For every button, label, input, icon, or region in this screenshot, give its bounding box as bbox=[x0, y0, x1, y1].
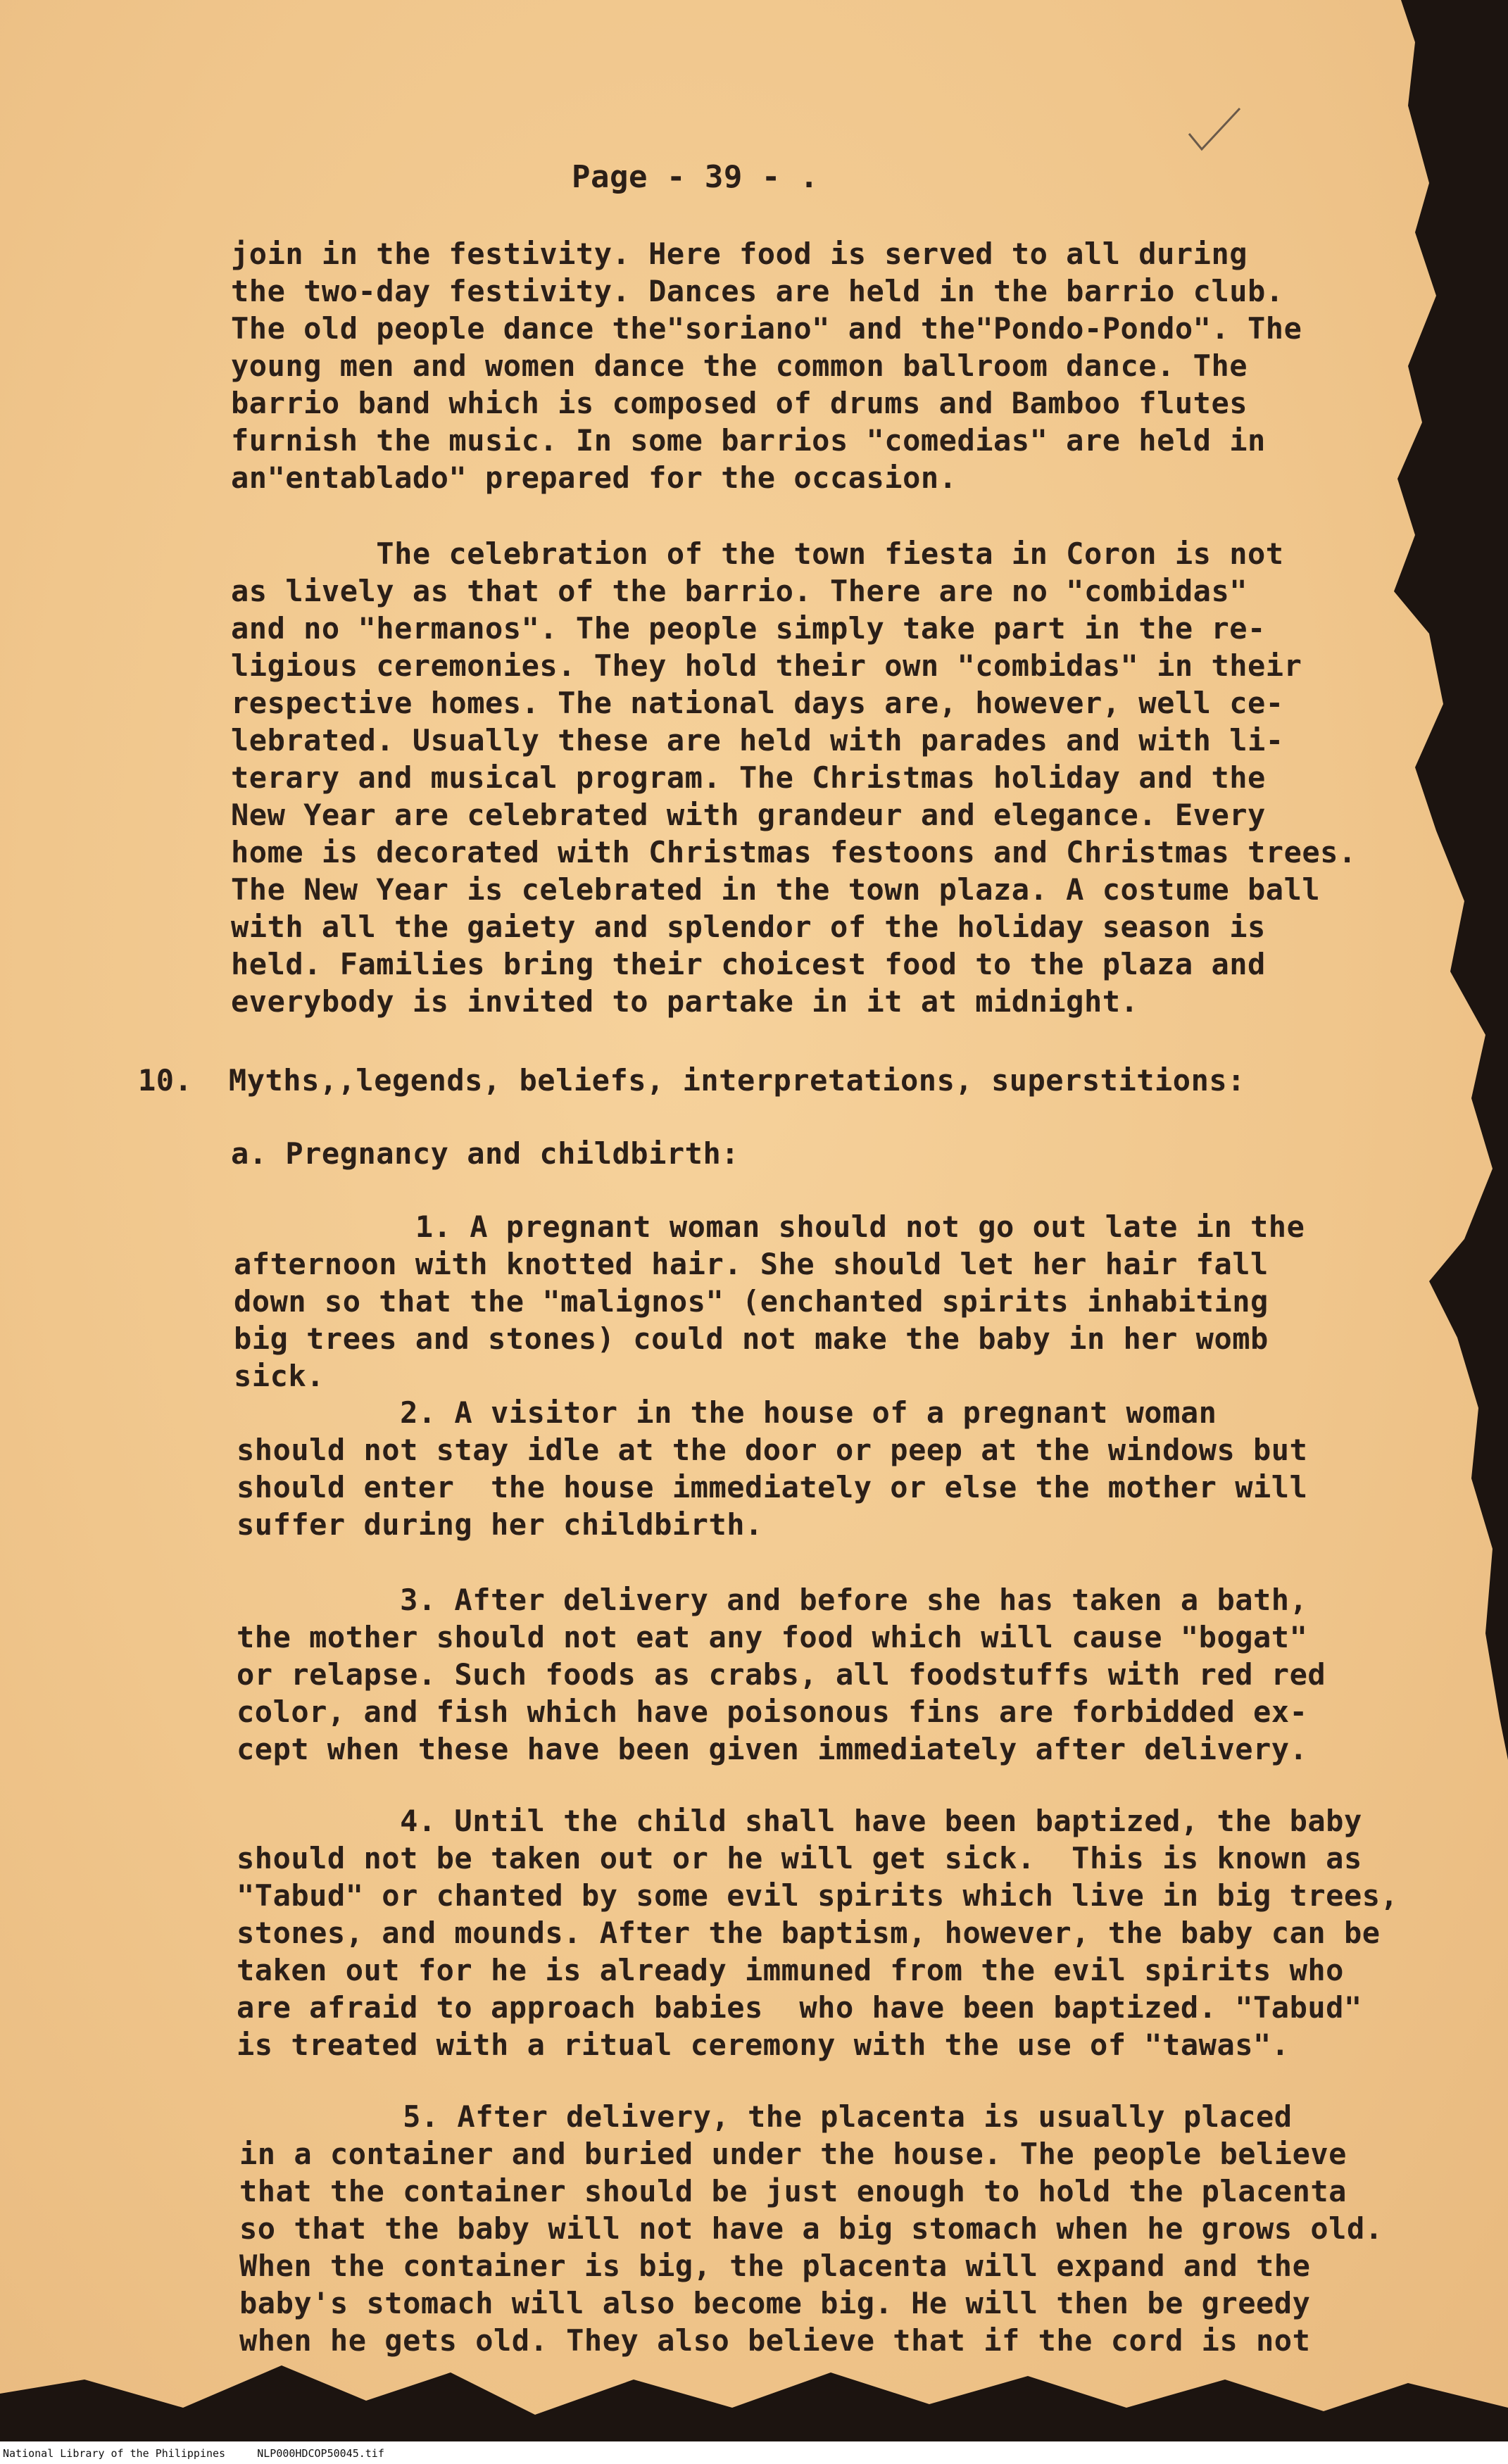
paragraph-town-fiesta: The celebration of the town fiesta in Coron is not as lively as that of the barrio. There are no "combidas" and no "hermanos". The people simply take part in the re- ligious ceremonies. They hold their own "combidas" in their respective homes. The national days are, however, well ce- lebrated. Usually these are held with parades and with li- terary and musical program. The Christmas holiday and the New Year are celebrated with grandeur and elegance. Every home is decorated with Christmas festoons and Christmas trees. The New Year is celebrated in the town plaza. A costume ball with all the gaiety and splendor of the holiday season is held. Families bring their choicest food to the plaza and everybody is invited to partake in it at midnight. bbox=[231, 536, 1357, 1019]
section-heading-myths: 10. Myths,,legends, beliefs, interpretations, superstitions: bbox=[138, 1063, 1245, 1098]
list-item-4: 4. Until the child shall have been baptized, the baby should not be taken out or he will get sick. This is known as "Tabud" or chanted by some evil spirits which live in big trees, stones, and mounds. After the baptism, however, the baby can be taken out for he is already immuned from the evil spirits who are afraid to approach babies who have been baptized. "Tabud" is treated with a ritual ceremony with the use of "tawas". bbox=[237, 1804, 1399, 2062]
paragraph-barrio-festivity: join in the festivity. Here food is served to all during the two-day festivity. Dances are held in the barrio club. The old people dance the"soriano" and the"Pondo-Pondo". The young men and women dance the common ballroom dance. The barrio band which is composed of drums and Bamboo flutes furnish the music. In some barrios "comedias" are held in an"entablado" prepared for the occasion. bbox=[231, 237, 1302, 495]
list-item-3: 3. After delivery and before she has taken a bath, the mother should not eat any food which will cause "bogat" or relapse. Such foods as crabs, all foodstuffs with red red color, and fish which have poisonous fins are forbidded ex- cept when these have been given immediately after delivery. bbox=[237, 1583, 1326, 1766]
list-item-5: 5. After delivery, the placenta is usually placed in a container and buried under the house. The people believe that the container should be just enough to hold the placenta so that the baby will not have a big stomach when he grows old. When the container is big, the placenta will expand and the baby's stomach will also become big. He will then be greedy when he gets old. They also believe that if the cord is not bbox=[239, 2099, 1383, 2358]
list-item-1: 1. A pregnant woman should not go out late in the afternoon with knotted hair. She should let her hair fall down so that the "malignos" (enchanted spirits inhabiting big trees and stones) could not make the baby in her womb sick. bbox=[234, 1209, 1305, 1393]
list-item-2: 2. A visitor in the house of a pregnant woman should not stay idle at the door or peep at the windows but should enter the house immediately or else the mother will suffer during her childbirth. bbox=[237, 1395, 1308, 1542]
footer-credit: National Library of the Philippines NLP000HDCOP50045.tif bbox=[3, 2447, 384, 2460]
check-mark-icon bbox=[1186, 106, 1243, 155]
page-number-header: Page - 39 - . bbox=[572, 159, 819, 195]
sub-heading-pregnancy: a. Pregnancy and childbirth: bbox=[231, 1136, 740, 1171]
